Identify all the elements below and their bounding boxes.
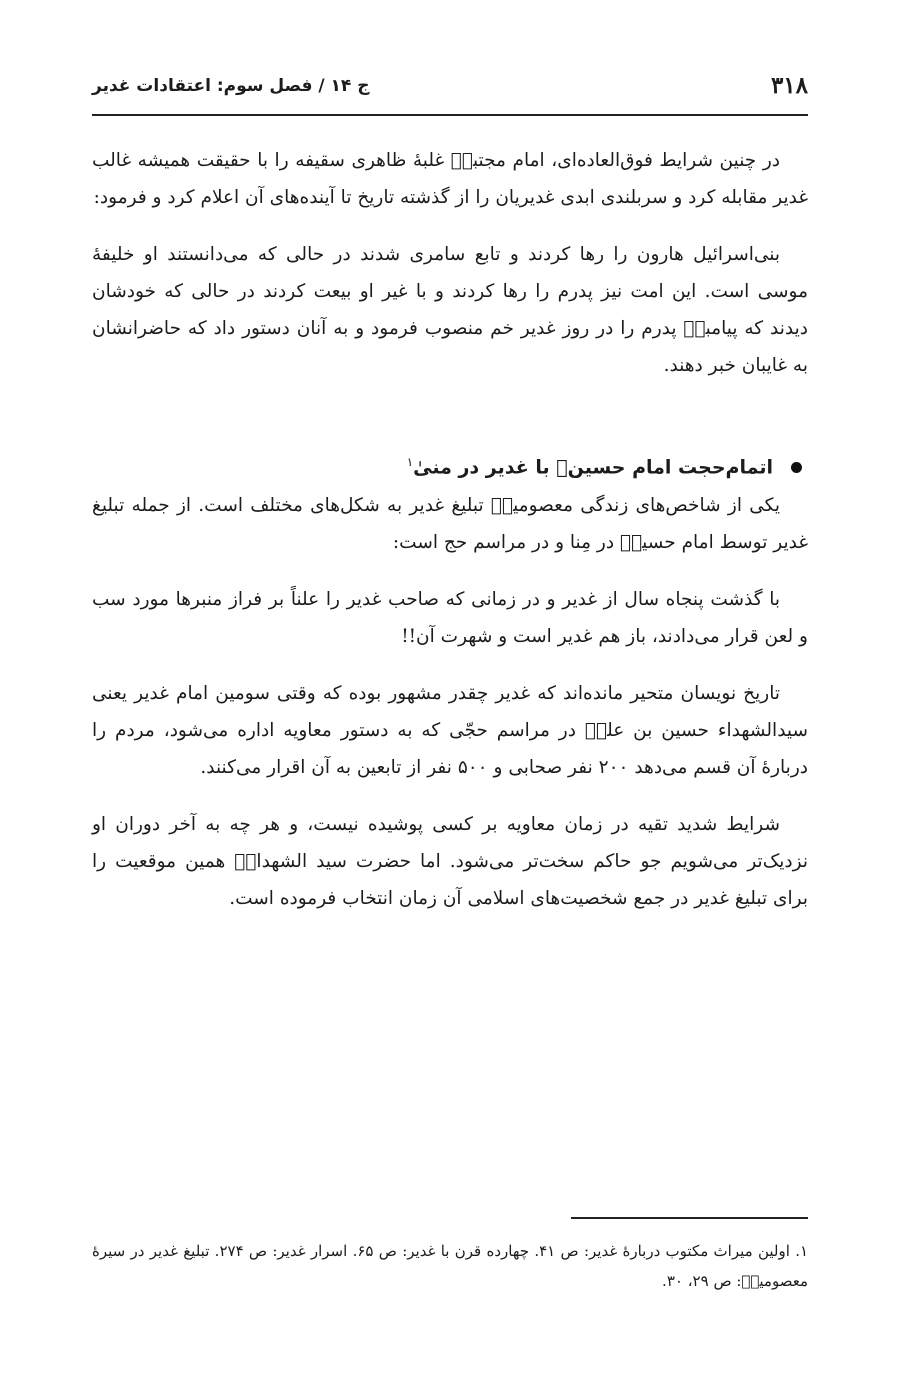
footnote-rule: [571, 1217, 808, 1219]
paragraph-2-quote: بنی‌اسرائیل هارون را رها کردند و تابع سامری شدند در حالی که می‌دانستند او خلیفهٔ موسی است. این امت نیز پدرم را رها کردند و با غیر او بیعت کردند در حالی که خودشان دیدند که پیامبرؐ پدرم را در روز غدیر خم منصوب فرمود و به آنان دستور داد که حاضرانشان به غایبان خبر دهند.: [92, 244, 808, 376]
bullet-icon: [791, 462, 802, 473]
page-number: ۳۱۸: [770, 72, 808, 99]
paragraph-4: با گذشت پنجاه سال از غدیر و در زمانی که صاحب غدیر را علناً بر فراز منبرها مورد سب و لعن قرار می‌دادند، باز هم غدیر است و شهرت آن!!: [92, 589, 808, 648]
main-text: [92, 142, 808, 917]
paragraph-1: در چنین شرایط فوق‌العاده‌ای، امام مجتبیؐ غلبهٔ ظاهری سقیفه را با حقیقت همیشه غالب غدیر مقابله کرد و سربلندی ابدی غدیریان را از گذشته تاریخ تا آینده‌های آن اعلام کرد و فرمود:: [92, 150, 808, 208]
paragraph-3: یکی از شاخص‌های زندگی معصومینؐ تبلیغ غدیر به شکل‌های مختلف است. از جمله تبلیغ غدیر توسط امام حسینؐ در مِنا و در مراسم حج است:: [92, 495, 808, 554]
paragraph-6: شرایط شدید تقیه در زمان معاویه بر کسی پوشیده نیست، و هر چه به آخر دوران او نزدیک‌تر می‌شویم جو حاکم سخت‌تر می‌شود. اما حضرت سید الشهداءؐ همین موقعیت را برای تبلیغ غدیر در جمع شخصیت‌های اسلامی آن زمان انتخاب فرموده است.: [92, 814, 808, 910]
header-rule: [92, 114, 808, 116]
footnote-marker[interactable]: ۱: [406, 455, 414, 469]
section-heading: [92, 442, 808, 487]
page-header: [92, 70, 808, 110]
footnote-1: ۱. اولین میراث مکتوب دربارهٔ غدیر: ص ۴۱. چهارده قرن با غدیر: ص ۶۵. اسرار غدیر: ص ۲۷۴. تبلیغ غدیر در سیرهٔ معصومینؐ: ص ۲۹، ۳۰.: [92, 1242, 809, 1290]
paragraph-5: تاریخ نویسان متحیر مانده‌اند که غدیر چقدر مشهور بوده که وقتی سومین امام غدیر یعنی سیدالشهداء حسین بن علیؐ در مراسم حجّی که به دستور معاویه اداره می‌شود، مردم را دربارهٔ آن قسم می‌دهد ۲۰۰ نفر صحابی و ۵۰۰ نفر از تابعین به آن اقرار می‌کنند.: [92, 683, 808, 779]
section-heading-text: اتمام‌حجت امام حسینؐ با غدیر در منیٰ: [413, 456, 773, 479]
running-title: ج ۱۴ / فصل سوم: اعتقادات غدیر: [92, 76, 370, 96]
footnotes: [92, 1236, 808, 1296]
